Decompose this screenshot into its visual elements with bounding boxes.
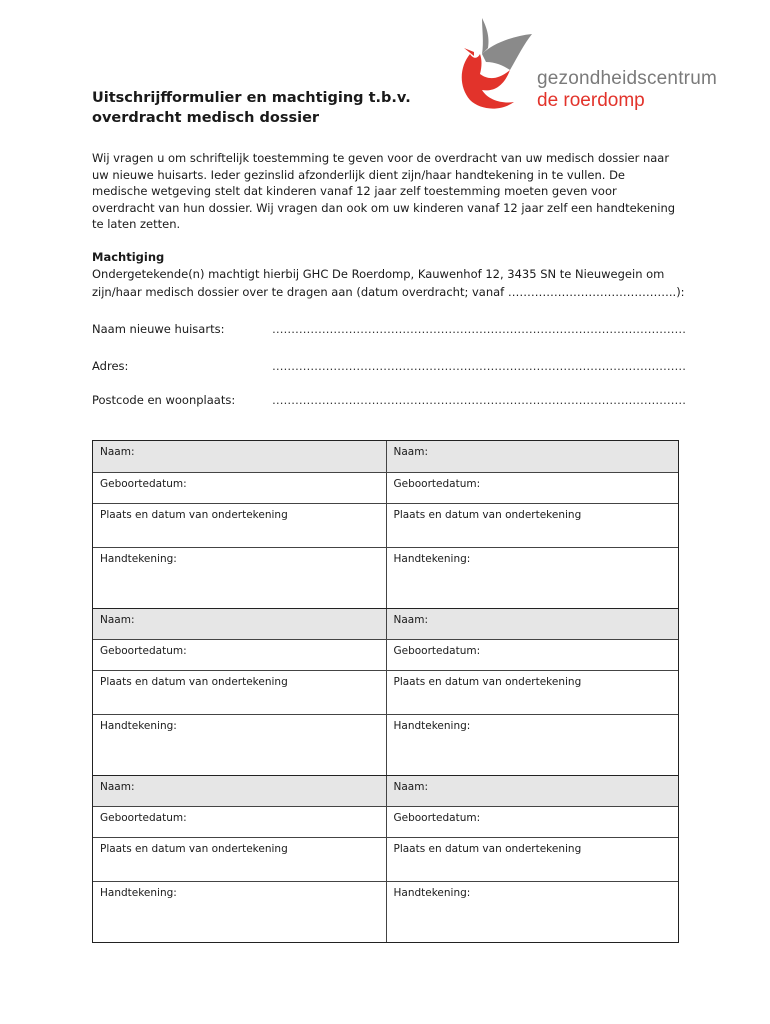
title-line-1: Uitschrijfformulier en machtiging t.b.v. (92, 90, 411, 106)
dob-cell[interactable]: Geboortedatum: (100, 478, 187, 490)
table-row (93, 714, 678, 775)
table-row (93, 837, 678, 881)
table-row (93, 441, 678, 472)
brand-line-1: gezondheidscentrum (537, 68, 717, 89)
table-row (93, 503, 678, 547)
field-label: Postcode en woonplaats: (92, 393, 236, 407)
dob-cell[interactable]: Geboortedatum: (386, 807, 679, 837)
intro-paragraph (92, 150, 692, 233)
signature-table (92, 440, 679, 943)
signature-cell[interactable]: Handtekening: (386, 882, 679, 942)
signature-cell[interactable]: Handtekening: (100, 720, 177, 732)
intro-line: overdracht van hun dossier. Wij vragen dan ook om uw kinderen vanaf 12 jaar zelf een handtekening (92, 200, 676, 215)
logo (452, 14, 742, 114)
field-dots[interactable]: ……………………………………………………………………………………………… (272, 393, 686, 407)
table-row (93, 547, 678, 608)
field-dots[interactable]: ……………………………………………………………………………………………… (272, 359, 686, 373)
machtiging-line-1: Ondergetekende(n) machtigt hierbij GHC De Roerdomp, Kauwenhof 12, 3435 SN te Nieuwegein om (92, 267, 665, 281)
table-row (93, 472, 678, 503)
table-row (93, 881, 678, 942)
machtiging-heading: Machtiging (92, 250, 165, 264)
name-cell[interactable]: Naam: (100, 446, 135, 458)
intro-line: medische wetgeving stelt dat kinderen vanaf 12 jaar zelf toestemming moeten geven voor (92, 184, 617, 198)
name-cell[interactable]: Naam: (100, 614, 135, 626)
signature-cell[interactable]: Handtekening: (100, 553, 177, 565)
intro-line: Wij vragen u om schriftelijk toestemming te geven voor de overdracht van uw medisch dossier naar (92, 151, 670, 165)
table-row (93, 775, 678, 806)
intro-line: uw nieuwe huisarts. Ieder gezinslid afzonderlijk dient zijn/haar handtekening in te vullen. De (92, 167, 626, 182)
place-date-cell[interactable]: Plaats en datum van ondertekening (100, 843, 288, 855)
dob-cell[interactable]: Geboortedatum: (100, 645, 187, 657)
signature-cell[interactable]: Handtekening: (100, 887, 177, 899)
table-row (93, 670, 678, 714)
name-cell[interactable]: Naam: (386, 609, 679, 639)
dob-cell[interactable]: Geboortedatum: (386, 640, 679, 670)
place-date-cell[interactable]: Plaats en datum van ondertekening (386, 838, 679, 881)
name-cell[interactable]: Naam: (386, 441, 679, 472)
table-row (93, 806, 678, 837)
place-date-cell[interactable]: Plaats en datum van ondertekening (386, 671, 679, 714)
dob-cell[interactable]: Geboortedatum: (100, 812, 187, 824)
field-dots[interactable]: ……………………………………………………………………………………………… (272, 322, 686, 336)
place-date-cell[interactable]: Plaats en datum van ondertekening (100, 676, 288, 688)
machtiging-line-2: zijn/haar medisch dossier over te dragen aan (datum overdracht; vanaf ……………………………………..): (92, 285, 685, 299)
brand-line-2: de roerdomp (537, 90, 645, 111)
field-label: Naam nieuwe huisarts: (92, 322, 225, 336)
name-cell[interactable]: Naam: (100, 781, 135, 793)
place-date-cell[interactable]: Plaats en datum van ondertekening (386, 504, 679, 547)
field-label: Adres: (92, 359, 129, 373)
signature-cell[interactable]: Handtekening: (386, 715, 679, 775)
dob-cell[interactable]: Geboortedatum: (386, 473, 679, 503)
page-title (92, 88, 432, 128)
name-cell[interactable]: Naam: (386, 776, 679, 806)
table-row (93, 608, 678, 639)
place-date-cell[interactable]: Plaats en datum van ondertekening (100, 509, 288, 521)
signature-cell[interactable]: Handtekening: (386, 548, 679, 608)
table-row (93, 639, 678, 670)
title-line-2: overdracht medisch dossier (92, 110, 320, 126)
intro-line: te laten zetten. (92, 217, 181, 231)
heron-logo-icon (452, 14, 542, 114)
machtiging-text (92, 265, 692, 301)
